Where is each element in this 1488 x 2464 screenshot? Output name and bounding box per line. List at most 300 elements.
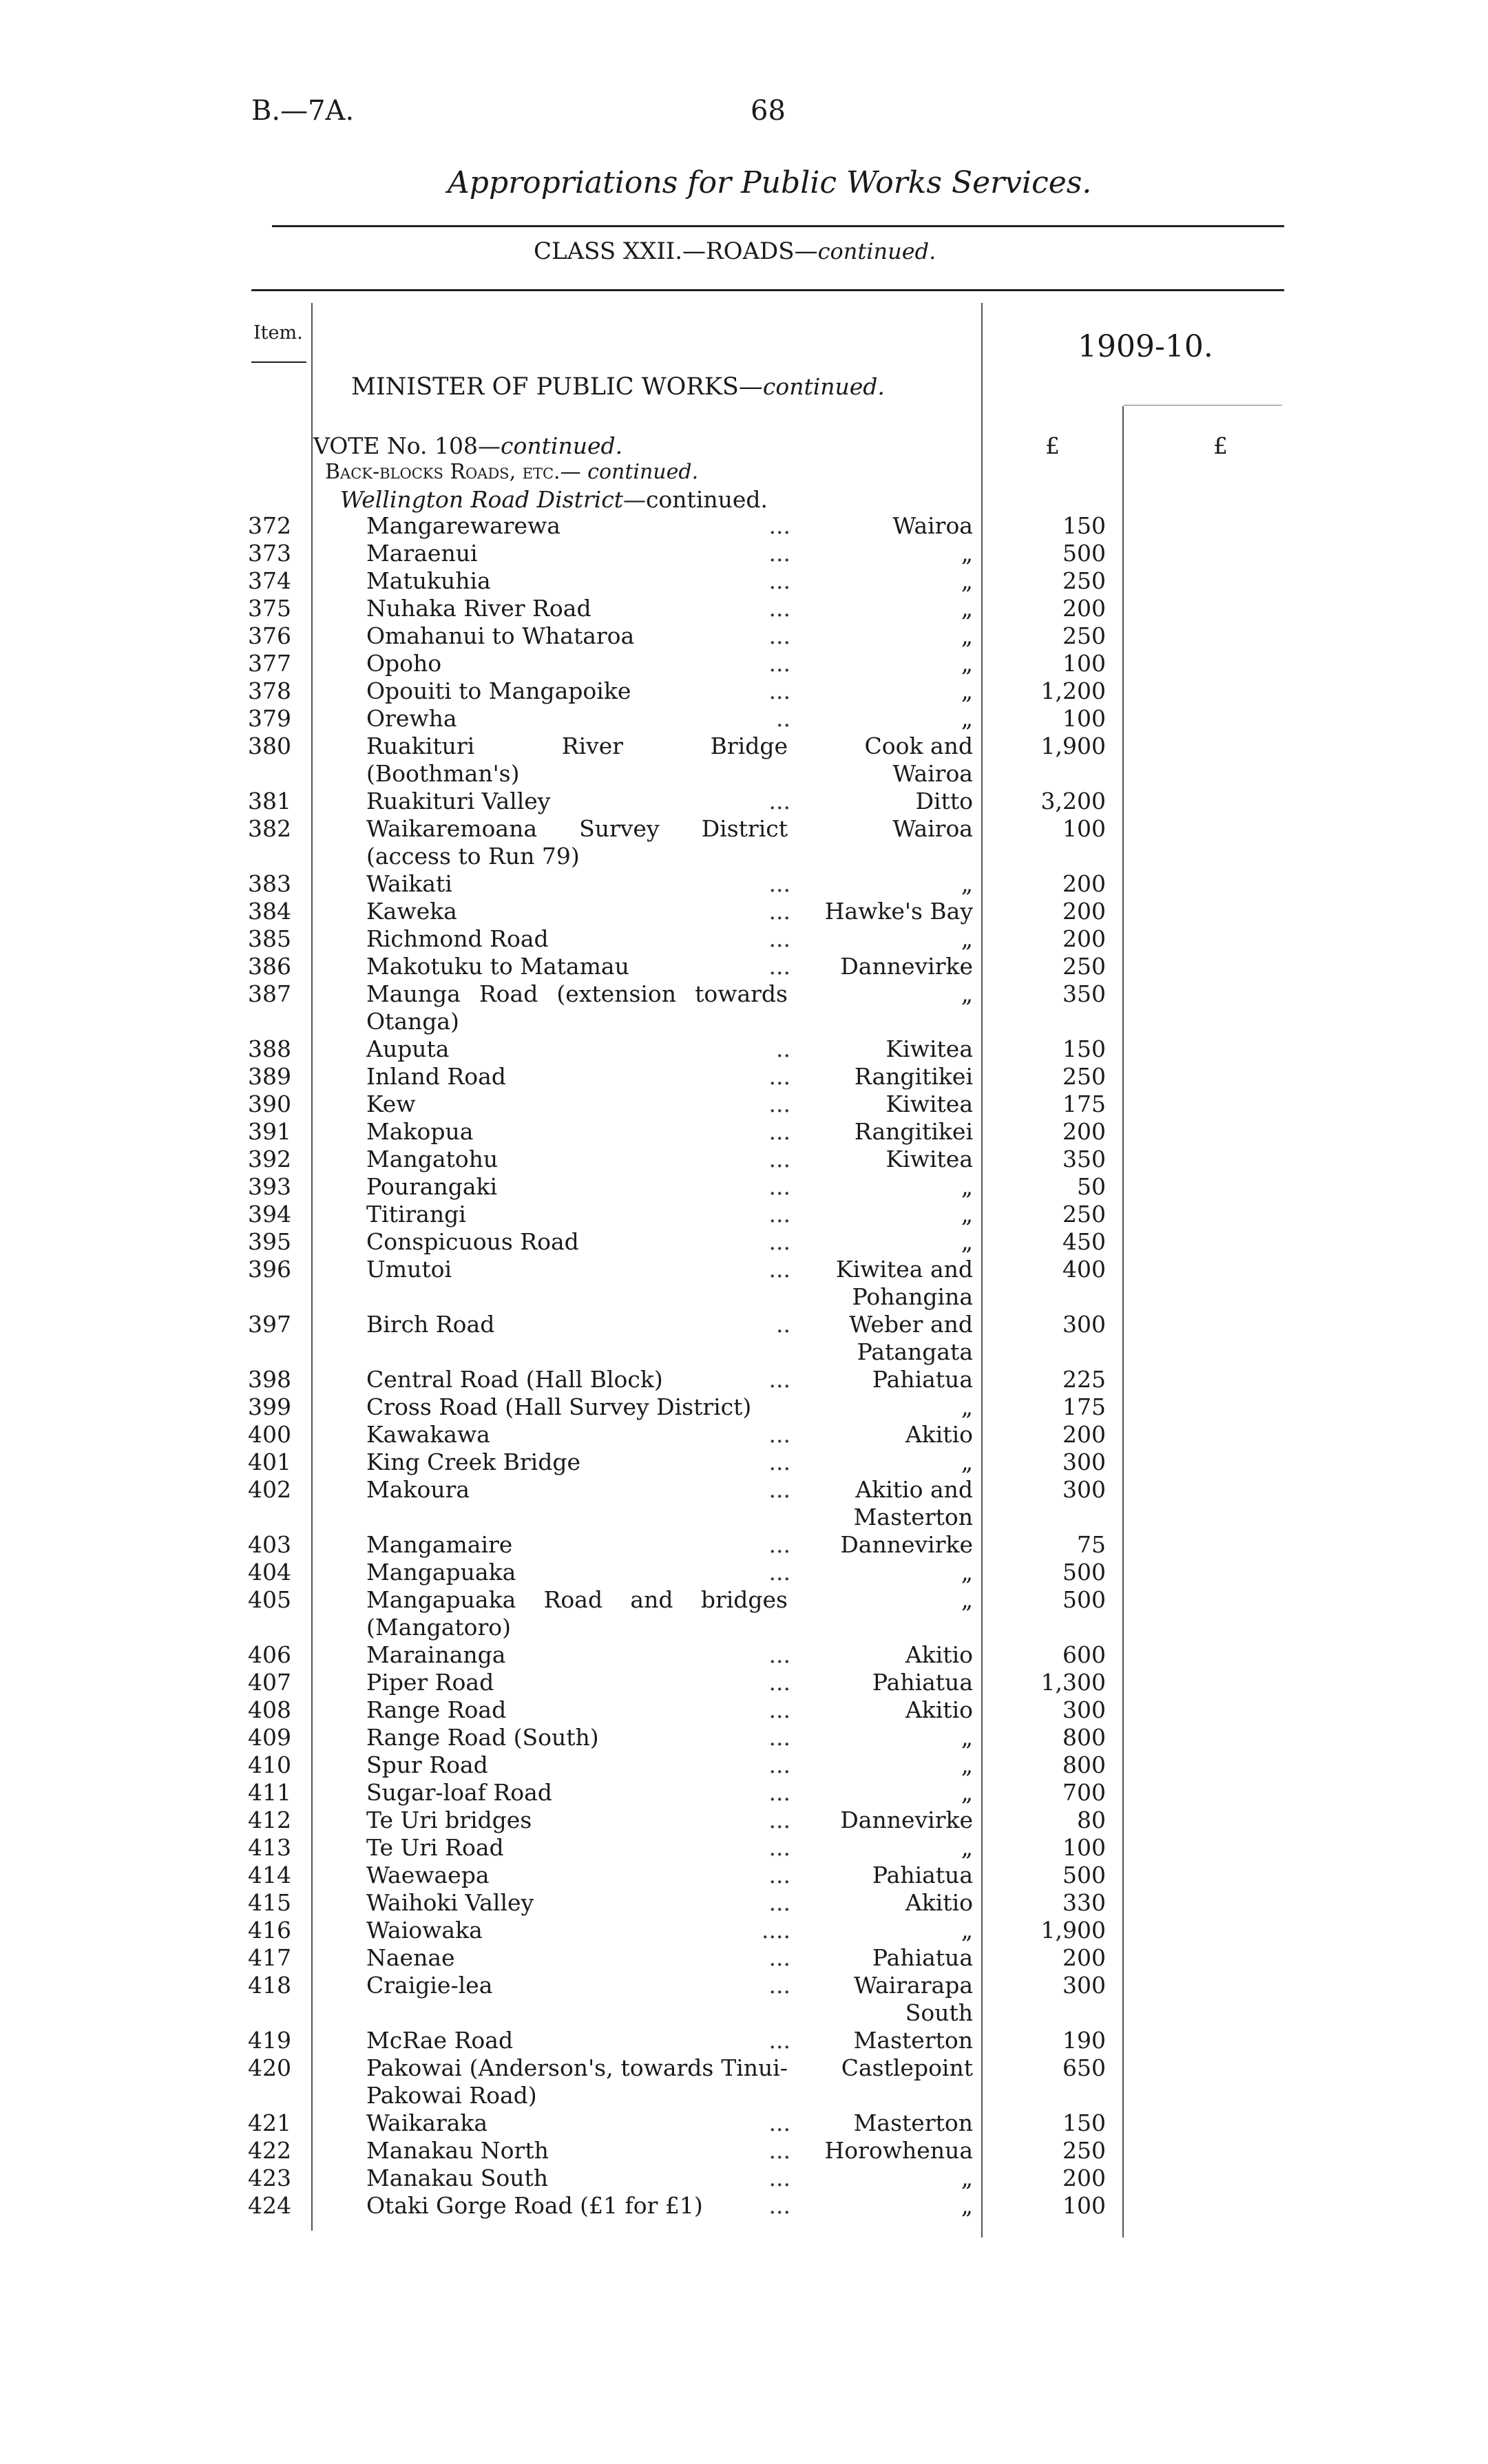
table-row: [0, 1173, 1488, 1201]
table-row: [0, 1669, 1488, 1696]
item-description: Waiowaka: [366, 1917, 483, 1944]
item-number: 380: [248, 733, 291, 759]
table-row: [0, 622, 1488, 650]
item-amount: 250: [1062, 953, 1106, 980]
leader-dots: ...: [768, 1641, 790, 1668]
table-row: [0, 1118, 1488, 1146]
class-label: CLASS XXII.—ROADS—: [534, 238, 818, 265]
item-district: „: [961, 1779, 973, 1806]
table-row: [0, 2165, 1488, 2192]
item-number: 384: [248, 898, 291, 925]
leader-dots: ...: [768, 512, 790, 539]
item-amount: 800: [1062, 1724, 1106, 1751]
item-district: Kiwitea: [886, 1146, 973, 1172]
item-district: Weber and Patangata: [849, 1311, 973, 1365]
leader-dots: ...: [768, 1779, 790, 1806]
table-row: [0, 2109, 1488, 2137]
item-description: Waihoki Valley: [366, 1889, 534, 1916]
table-row: [0, 1724, 1488, 1751]
table-row: [0, 2192, 1488, 2220]
item-amount: 150: [1062, 2109, 1106, 2136]
item-district: „: [961, 1834, 973, 1861]
table-row: [0, 1586, 1488, 1641]
leader-dots: ...: [768, 1118, 790, 1145]
item-description: Naenae: [366, 1944, 455, 1971]
item-number: 387: [248, 980, 291, 1007]
year-column-header: 1909-10.: [1078, 329, 1213, 364]
item-amount: 200: [1062, 1118, 1106, 1145]
item-amount: 330: [1062, 1889, 1106, 1916]
item-description: Mangamaire: [366, 1531, 513, 1558]
item-district: „: [961, 1228, 973, 1255]
item-amount: 100: [1062, 2192, 1106, 2219]
item-number: 388: [248, 1035, 291, 1062]
item-header-rule: [251, 361, 306, 363]
item-amount: 250: [1062, 2137, 1106, 2164]
item-district: Akitio: [905, 1421, 973, 1448]
item-column-header: Item.: [253, 322, 303, 344]
item-district: Rangitikei: [854, 1118, 973, 1145]
table-row: [0, 2137, 1488, 2165]
item-description: Te Uri bridges: [366, 1807, 532, 1833]
leader-dots: ...: [768, 1751, 790, 1778]
item-amount: 80: [1077, 1807, 1106, 1833]
leader-dots: ..: [776, 1035, 790, 1062]
item-description: McRae Road: [366, 2027, 514, 2054]
item-district: Pahiatua: [872, 1944, 973, 1971]
item-district: Hawke's Bay: [824, 898, 973, 925]
item-description: Craigie-lea: [366, 1972, 493, 1999]
item-number: 401: [248, 1449, 291, 1475]
district-continued: continued.: [645, 486, 768, 513]
item-number: 413: [248, 1834, 291, 1861]
item-number: 416: [248, 1917, 291, 1944]
item-amount: 150: [1062, 1035, 1106, 1062]
item-district: „: [961, 1449, 973, 1475]
item-district: Cook and Wairoa: [864, 733, 973, 787]
item-description: Piper Road: [366, 1669, 494, 1696]
table-row: [0, 1256, 1488, 1311]
district-heading: [340, 486, 768, 513]
item-number: 417: [248, 1944, 291, 1971]
leader-dots: ...: [768, 1146, 790, 1172]
item-district: Kiwitea: [886, 1035, 973, 1062]
leader-dots: ....: [762, 1917, 790, 1944]
item-description: Waikaraka: [366, 2109, 488, 2136]
page-title: Appropriations for Public Works Services.: [448, 165, 1092, 200]
table-row: [0, 953, 1488, 980]
leader-dots: ...: [768, 595, 790, 622]
class-heading: [534, 238, 936, 265]
table-row: [0, 1035, 1488, 1063]
item-amount: 500: [1062, 540, 1106, 567]
leader-dots: ...: [768, 953, 790, 980]
table-row: [0, 733, 1488, 788]
item-number: 381: [248, 788, 291, 814]
item-amount: 250: [1062, 567, 1106, 594]
item-district: Rangitikei: [854, 1063, 973, 1090]
item-number: 423: [248, 2165, 291, 2191]
item-number: 393: [248, 1173, 291, 1200]
item-description: Birch Road: [366, 1311, 495, 1338]
item-description: Conspicuous Road: [366, 1228, 579, 1255]
section-label: Back-blocks Roads, etc.—: [325, 460, 581, 484]
item-amount: 500: [1062, 1559, 1106, 1586]
table-row: [0, 1228, 1488, 1256]
item-amount: 250: [1062, 622, 1106, 649]
item-number: 373: [248, 540, 291, 567]
leader-dots: ...: [768, 677, 790, 704]
item-number: 390: [248, 1091, 291, 1117]
item-district: „: [961, 870, 973, 897]
item-amount: 500: [1062, 1862, 1106, 1888]
item-amount: 100: [1062, 1834, 1106, 1861]
item-number: 389: [248, 1063, 291, 1090]
item-amount: 200: [1062, 925, 1106, 952]
item-number: 404: [248, 1559, 291, 1586]
table-row: [0, 1917, 1488, 1944]
item-description: Sugar-loaf Road: [366, 1779, 552, 1806]
leader-dots: ...: [768, 1531, 790, 1558]
table-row: [0, 870, 1488, 898]
item-district: Kiwitea: [886, 1091, 973, 1117]
leader-dots: ...: [768, 1807, 790, 1833]
leader-dots: ...: [768, 2165, 790, 2191]
section-heading: [325, 460, 698, 484]
item-description: Waikati: [366, 870, 452, 897]
item-description: Opoho: [366, 650, 442, 677]
leader-dots: ...: [768, 1366, 790, 1393]
leader-dots: ...: [768, 2137, 790, 2164]
item-amount: 350: [1062, 980, 1106, 1007]
item-amount: 175: [1062, 1091, 1106, 1117]
table-row: [0, 1889, 1488, 1917]
item-description: Maunga Road (extension towards Otanga): [366, 980, 788, 1035]
item-amount: 300: [1062, 1696, 1106, 1723]
item-number: 385: [248, 925, 291, 952]
item-amount: 200: [1062, 898, 1106, 925]
leader-dots: ...: [768, 1256, 790, 1283]
item-number: 422: [248, 2137, 291, 2164]
item-number: 414: [248, 1862, 291, 1888]
item-description: Mangatohu: [366, 1146, 499, 1172]
vote-heading: [313, 432, 622, 459]
item-district: Dannevirke: [840, 1807, 973, 1833]
item-amount: 200: [1062, 2165, 1106, 2191]
item-district: „: [961, 1724, 973, 1751]
item-amount: 1,300: [1040, 1669, 1106, 1696]
item-description: Kawakawa: [366, 1421, 490, 1448]
item-amount: 100: [1062, 815, 1106, 842]
item-number: 378: [248, 677, 291, 704]
item-number: 386: [248, 953, 291, 980]
item-description: Makoura: [366, 1476, 470, 1503]
item-amount: 250: [1062, 1063, 1106, 1090]
item-number: 383: [248, 870, 291, 897]
item-number: 376: [248, 622, 291, 649]
item-amount: 225: [1062, 1366, 1106, 1393]
table-row: [0, 1146, 1488, 1173]
item-amount: 150: [1062, 512, 1106, 539]
table-row: [0, 1862, 1488, 1889]
item-district: Pahiatua: [872, 1366, 973, 1393]
currency-symbol-2: £: [1213, 432, 1228, 459]
item-district: Akitio: [905, 1641, 973, 1668]
leader-dots: ...: [768, 1889, 790, 1916]
item-district: „: [961, 2165, 973, 2191]
item-number: 420: [248, 2054, 291, 2081]
table-row: [0, 1944, 1488, 1972]
item-amount: 200: [1062, 1944, 1106, 1971]
item-number: 411: [248, 1779, 291, 1806]
item-description: Titirangi: [366, 1201, 466, 1228]
class-continued: continued.: [817, 238, 936, 264]
item-number: 396: [248, 1256, 291, 1283]
item-description: Mangapuaka Road and bridges (Mangatoro): [366, 1586, 788, 1641]
item-district: „: [961, 1201, 973, 1228]
item-amount: 500: [1062, 1586, 1106, 1613]
header-rule: [272, 225, 1284, 227]
item-district: Pahiatua: [872, 1669, 973, 1696]
leader-dots: ...: [768, 1201, 790, 1228]
item-district: „: [961, 567, 973, 594]
item-amount: 200: [1062, 870, 1106, 897]
table-row: [0, 2027, 1488, 2054]
leader-dots: ...: [768, 925, 790, 952]
section-continued: continued.: [587, 460, 699, 484]
table-row: [0, 1449, 1488, 1476]
item-description: Ruakituri Valley: [366, 788, 551, 814]
leader-dots: ..: [776, 705, 790, 732]
item-district: „: [961, 980, 973, 1007]
item-amount: 350: [1062, 1146, 1106, 1172]
item-amount: 1,900: [1040, 1917, 1106, 1944]
minister-label: MINISTER OF PUBLIC WORKS—: [351, 373, 763, 401]
leader-dots: ...: [768, 1862, 790, 1888]
item-number: 405: [248, 1586, 291, 1613]
item-description: Nuhaka River Road: [366, 595, 591, 622]
leader-dots: ...: [768, 1696, 790, 1723]
item-number: 409: [248, 1724, 291, 1751]
table-row: [0, 1091, 1488, 1118]
item-number: 407: [248, 1669, 291, 1696]
item-number: 399: [248, 1393, 291, 1420]
item-district: Masterton: [853, 2109, 973, 2136]
item-district: „: [961, 540, 973, 567]
item-district: „: [961, 622, 973, 649]
item-district: Castlepoint: [841, 2054, 973, 2081]
item-description: Waewaepa: [366, 1862, 490, 1888]
leader-dots: ...: [768, 1834, 790, 1861]
table-row: [0, 925, 1488, 953]
table-row: [0, 567, 1488, 595]
item-number: 412: [248, 1807, 291, 1833]
item-description: Pourangaki: [366, 1173, 498, 1200]
table-row: [0, 1201, 1488, 1228]
item-description: Makotuku to Matamau: [366, 953, 629, 980]
item-description: Omahanui to Whataroa: [366, 622, 635, 649]
table-row: [0, 1641, 1488, 1669]
item-amount: 1,900: [1040, 733, 1106, 759]
table-row: [0, 650, 1488, 677]
table-row: [0, 1531, 1488, 1559]
leader-dots: ...: [768, 1944, 790, 1971]
district-label: Wellington Road District—: [340, 486, 646, 513]
leader-dots: ...: [768, 1421, 790, 1448]
item-district: „: [961, 595, 973, 622]
item-amount: 200: [1062, 595, 1106, 622]
item-description: Marainanga: [366, 1641, 506, 1668]
leader-dots: ...: [768, 1173, 790, 1200]
table-row: [0, 980, 1488, 1035]
item-district: Dannevirke: [840, 953, 973, 980]
item-description: Manakau North: [366, 2137, 549, 2164]
table-row: [0, 1779, 1488, 1807]
item-district: Pahiatua: [872, 1862, 973, 1888]
item-district: Wairoa: [892, 815, 973, 842]
item-description: Pakowai (Anderson's, towards Tinui-Pakowai Road): [366, 2054, 788, 2109]
item-description: Mangarewarewa: [366, 512, 560, 539]
table-top-rule: [251, 289, 1284, 291]
item-description: Spur Road: [366, 1751, 488, 1778]
table-row: [0, 512, 1488, 540]
item-description: King Creek Bridge: [366, 1449, 581, 1475]
item-amount: 75: [1077, 1531, 1106, 1558]
item-amount: 300: [1062, 1972, 1106, 1999]
leader-dots: ..: [776, 1311, 790, 1338]
item-amount: 250: [1062, 1201, 1106, 1228]
item-number: 408: [248, 1696, 291, 1723]
item-amount: 3,200: [1040, 788, 1106, 814]
leader-dots: ...: [768, 540, 790, 567]
item-number: 421: [248, 2109, 291, 2136]
item-number: 403: [248, 1531, 291, 1558]
item-amount: 450: [1062, 1228, 1106, 1255]
item-description: Kaweka: [366, 898, 457, 925]
table-row: [0, 815, 1488, 870]
table-row: [0, 1972, 1488, 2027]
leader-dots: ...: [768, 1449, 790, 1475]
item-description: Ruakituri River Bridge (Boothman's): [366, 733, 788, 787]
item-number: 410: [248, 1751, 291, 1778]
table-row: [0, 1476, 1488, 1531]
item-amount: 600: [1062, 1641, 1106, 1668]
item-description: Te Uri Road: [366, 1834, 504, 1861]
item-amount: 190: [1062, 2027, 1106, 2054]
item-amount: 300: [1062, 1449, 1106, 1475]
table-row: [0, 1393, 1488, 1421]
leader-dots: ...: [768, 1091, 790, 1117]
item-district: „: [961, 1173, 973, 1200]
item-district: Wairarapa South: [854, 1972, 973, 2026]
item-number: 391: [248, 1118, 291, 1145]
item-number: 398: [248, 1366, 291, 1393]
item-description: Opouiti to Mangapoike: [366, 677, 631, 704]
item-number: 397: [248, 1311, 291, 1338]
table-row: [0, 1311, 1488, 1366]
leader-dots: ...: [768, 650, 790, 677]
item-district: Kiwitea and Pohangina: [835, 1256, 973, 1310]
item-district: „: [961, 1586, 973, 1613]
leader-dots: ...: [768, 1972, 790, 1999]
table-row: [0, 595, 1488, 622]
item-description: Orewha: [366, 705, 457, 732]
item-description: Range Road: [366, 1696, 507, 1723]
item-district: „: [961, 1751, 973, 1778]
item-district: Horowhenua: [824, 2137, 973, 2164]
item-district: Akitio and Masterton: [853, 1476, 973, 1530]
item-district: Masterton: [853, 2027, 973, 2054]
leader-dots: ...: [768, 1724, 790, 1751]
page-number: 68: [751, 95, 786, 127]
leader-dots: ...: [768, 1669, 790, 1696]
item-district: „: [961, 2192, 973, 2219]
item-number: 372: [248, 512, 291, 539]
item-description: Richmond Road: [366, 925, 549, 952]
table-row: [0, 1421, 1488, 1449]
item-description: Auputa: [366, 1035, 450, 1062]
item-description: Matukuhia: [366, 567, 491, 594]
table-row: [0, 1063, 1488, 1091]
item-number: 394: [248, 1201, 291, 1228]
item-description: Manakau South: [366, 2165, 549, 2191]
currency-symbol-1: £: [1045, 432, 1060, 459]
leader-dots: ...: [768, 2192, 790, 2219]
item-district: Ditto: [915, 788, 973, 814]
table-row: [0, 898, 1488, 925]
item-number: 419: [248, 2027, 291, 2054]
vote-continued: continued.: [501, 432, 623, 459]
item-amount: 100: [1062, 650, 1106, 677]
item-description: Waikaremoana Survey District (access to Run 79): [366, 815, 788, 870]
table-row: [0, 1696, 1488, 1724]
item-number: 379: [248, 705, 291, 732]
item-description: Central Road (Hall Block): [366, 1366, 663, 1393]
leader-dots: ...: [768, 1063, 790, 1090]
item-description: Range Road (South): [366, 1724, 599, 1751]
item-number: 402: [248, 1476, 291, 1503]
appropriations-table: [0, 512, 1488, 2220]
item-description: Maraenui: [366, 540, 478, 567]
item-amount: 300: [1062, 1311, 1106, 1338]
item-district: „: [961, 1393, 973, 1420]
table-row: [0, 2054, 1488, 2109]
item-description: Cross Road (Hall Survey District): [366, 1393, 752, 1420]
item-number: 424: [248, 2192, 291, 2219]
document-reference: B.—7A.: [251, 95, 355, 127]
table-row: [0, 1559, 1488, 1586]
leader-dots: ...: [768, 2109, 790, 2136]
item-description: Kew: [366, 1091, 416, 1117]
table-row: [0, 788, 1488, 815]
item-number: 395: [248, 1228, 291, 1255]
item-district: „: [961, 677, 973, 704]
item-number: 415: [248, 1889, 291, 1916]
table-row: [0, 540, 1488, 567]
item-district: Akitio: [905, 1889, 973, 1916]
item-amount: 300: [1062, 1476, 1106, 1503]
leader-dots: ...: [768, 2027, 790, 2054]
item-amount: 50: [1077, 1173, 1106, 1200]
item-district: „: [961, 925, 973, 952]
item-number: 392: [248, 1146, 291, 1172]
table-row: [0, 1834, 1488, 1862]
leader-dots: ...: [768, 567, 790, 594]
item-number: 382: [248, 815, 291, 842]
table-row: [0, 705, 1488, 733]
item-description: Makopua: [366, 1118, 474, 1145]
item-description: Mangapuaka: [366, 1559, 516, 1586]
